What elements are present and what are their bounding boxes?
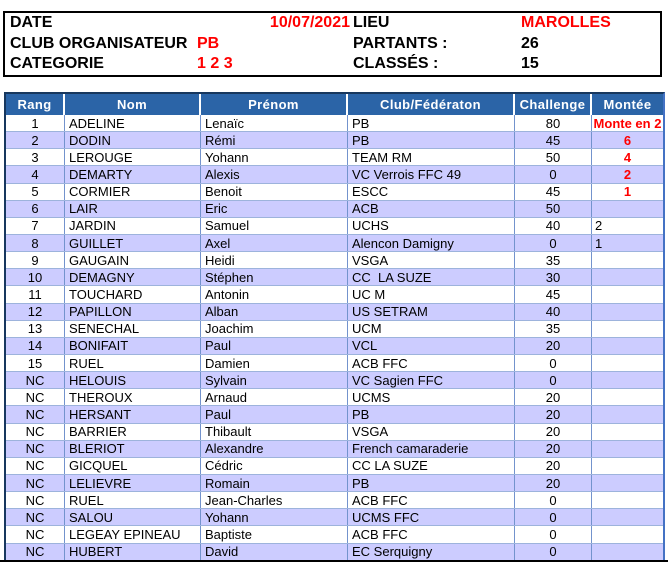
cell-challenge[interactable]: 45	[515, 286, 592, 302]
cell-montee[interactable]: 2	[623, 166, 632, 182]
cell-challenge[interactable]: 20	[515, 475, 592, 491]
table-row	[6, 475, 663, 492]
cell-club[interactable]: ACB	[348, 201, 515, 217]
cell-nom[interactable]: SALOU	[65, 509, 201, 525]
date-value[interactable]: 10/07/2021	[269, 14, 350, 32]
cell-challenge[interactable]: 0	[515, 526, 592, 542]
cell-nom[interactable]: RUEL	[65, 355, 201, 371]
cell-club[interactable]: VCL	[348, 338, 515, 354]
cell-challenge[interactable]: 0	[515, 544, 592, 560]
table-row	[6, 509, 663, 526]
table-header-row	[6, 94, 663, 115]
table-row	[6, 526, 663, 543]
club-organisateur-value[interactable]: PB	[197, 34, 220, 52]
cell-prenom[interactable]: Yohann	[201, 149, 348, 165]
cell-club[interactable]: ACB FFC	[348, 355, 515, 371]
cell-montee[interactable]: Monte en 2	[593, 115, 662, 131]
cell-montee[interactable]	[592, 304, 663, 320]
cell-rang[interactable]: 14	[6, 338, 65, 354]
table-row	[6, 201, 663, 218]
cell-nom[interactable]: LAIR	[65, 201, 201, 217]
cell-nom[interactable]: SENECHAL	[65, 321, 201, 337]
table-row	[6, 338, 663, 355]
cell-rang[interactable]: NC	[6, 475, 65, 491]
cell-prenom[interactable]: Alban	[201, 304, 348, 320]
cell-rang[interactable]: NC	[6, 509, 65, 525]
header-club-federation[interactable]: Club/Fédératon	[348, 94, 515, 115]
cell-prenom[interactable]: Rémi	[201, 132, 348, 148]
header-montee[interactable]: Montée	[592, 94, 663, 115]
header-challenge[interactable]: Challenge	[515, 94, 592, 115]
cell-club[interactable]: PB	[348, 132, 515, 148]
results-table	[4, 92, 665, 561]
cell-challenge[interactable]: 50	[515, 201, 592, 217]
cell-prenom[interactable]: Yohann	[201, 509, 348, 525]
cell-challenge[interactable]: 20	[515, 441, 592, 457]
cell-challenge[interactable]: 20	[515, 458, 592, 474]
cell-montee[interactable]	[592, 355, 663, 371]
header-rang[interactable]: Rang	[6, 94, 65, 115]
cell-club[interactable]: Alencon Damigny	[348, 235, 515, 251]
classes-label[interactable]: CLASSÉS :	[353, 55, 439, 73]
cell-nom[interactable]: DEMARTY	[65, 166, 201, 182]
cell-rang[interactable]: 3	[6, 149, 65, 165]
cell-nom[interactable]: LELIEVRE	[65, 475, 201, 491]
cell-club[interactable]: UCM	[348, 321, 515, 337]
cell-prenom[interactable]: Thibault	[201, 424, 348, 440]
lieu-label[interactable]: LIEU	[353, 14, 390, 32]
cell-prenom[interactable]: Lenaïc	[201, 115, 348, 131]
date-label[interactable]: DATE	[10, 14, 53, 32]
cell-challenge[interactable]: 45	[515, 184, 592, 200]
cell-prenom[interactable]: Cédric	[201, 458, 348, 474]
classes-value[interactable]: 15	[521, 55, 539, 73]
cell-challenge[interactable]: 0	[515, 355, 592, 371]
cell-rang[interactable]: 13	[6, 321, 65, 337]
cell-prenom[interactable]: Sylvain	[201, 372, 348, 388]
cell-challenge[interactable]: 45	[515, 132, 592, 148]
cell-nom[interactable]: DODIN	[65, 132, 201, 148]
cell-challenge[interactable]: 0	[515, 235, 592, 251]
cell-montee[interactable]	[592, 424, 663, 440]
partants-value[interactable]: 26	[521, 34, 539, 52]
cell-challenge[interactable]: 0	[515, 509, 592, 525]
cell-rang[interactable]: NC	[6, 441, 65, 457]
cell-montee[interactable]	[592, 441, 663, 457]
categorie-value[interactable]: 1 2 3	[197, 55, 233, 73]
cell-club[interactable]: VSGA	[348, 424, 515, 440]
cell-nom[interactable]: TOUCHARD	[65, 286, 201, 302]
table-row	[6, 184, 663, 201]
table-row	[6, 286, 663, 303]
cell-nom[interactable]: BLERIOT	[65, 441, 201, 457]
cell-rang[interactable]: NC	[6, 372, 65, 388]
cell-club[interactable]: ACB FFC	[348, 526, 515, 542]
cell-challenge[interactable]: 30	[515, 269, 592, 285]
cell-nom[interactable]: ADELINE	[65, 115, 201, 131]
cell-challenge[interactable]: 0	[515, 492, 592, 508]
cell-club[interactable]: US SETRAM	[348, 304, 515, 320]
cell-nom[interactable]: RUEL	[65, 492, 201, 508]
cell-montee[interactable]	[592, 509, 663, 525]
cell-club[interactable]: VC Verrois FFC 49	[348, 166, 515, 182]
cell-prenom[interactable]: Joachim	[201, 321, 348, 337]
cell-club[interactable]: ACB FFC	[348, 492, 515, 508]
cell-club[interactable]: VSGA	[348, 252, 515, 268]
cell-montee[interactable]: 2	[595, 218, 603, 234]
page-break-line	[0, 560, 668, 562]
cell-montee[interactable]: 1	[595, 235, 603, 251]
cell-club[interactable]: UCHS	[348, 218, 515, 234]
cell-challenge[interactable]: 40	[515, 218, 592, 234]
table-row	[6, 218, 663, 235]
cell-nom[interactable]: GICQUEL	[65, 458, 201, 474]
cell-rang[interactable]: 8	[6, 235, 65, 251]
cell-challenge[interactable]: 35	[515, 321, 592, 337]
cell-rang[interactable]: 11	[6, 286, 65, 302]
table-row	[6, 355, 663, 372]
info-row-categorie	[5, 54, 660, 75]
table-row	[6, 492, 663, 509]
cell-montee[interactable]	[592, 338, 663, 354]
table-row	[6, 458, 663, 475]
table-row	[6, 389, 663, 406]
cell-club[interactable]: ESCC	[348, 184, 515, 200]
cell-challenge[interactable]: 20	[515, 424, 592, 440]
cell-club[interactable]: EC Serquigny	[348, 544, 515, 560]
cell-montee[interactable]	[592, 252, 663, 268]
cell-prenom[interactable]: Samuel	[201, 218, 348, 234]
table-row	[6, 406, 663, 423]
cell-rang[interactable]: NC	[6, 458, 65, 474]
lieu-value[interactable]: MAROLLES	[521, 14, 611, 32]
cell-club[interactable]: French camaraderie	[348, 441, 515, 457]
cell-rang[interactable]: NC	[6, 526, 65, 542]
cell-montee[interactable]: 4	[623, 149, 632, 165]
cell-prenom[interactable]: Stéphen	[201, 269, 348, 285]
cell-rang[interactable]: NC	[6, 544, 65, 560]
cell-montee[interactable]	[592, 372, 663, 388]
event-info-box	[3, 11, 662, 77]
cell-nom[interactable]: JARDIN	[65, 218, 201, 234]
cell-rang[interactable]: 7	[6, 218, 65, 234]
table-row	[6, 115, 663, 132]
cell-prenom[interactable]: Paul	[201, 338, 348, 354]
cell-prenom[interactable]: Benoit	[201, 184, 348, 200]
cell-nom[interactable]: HELOUIS	[65, 372, 201, 388]
cell-prenom[interactable]: Romain	[201, 475, 348, 491]
cell-rang[interactable]: 1	[6, 115, 65, 131]
cell-nom[interactable]: LEGEAY EPINEAU	[65, 526, 201, 542]
cell-rang[interactable]: NC	[6, 424, 65, 440]
table-row	[6, 304, 663, 321]
cell-club[interactable]: CC LA SUZE	[348, 269, 515, 285]
cell-rang[interactable]: 4	[6, 166, 65, 182]
cell-club[interactable]: CC LA SUZE	[348, 458, 515, 474]
cell-nom[interactable]: BARRIER	[65, 424, 201, 440]
cell-prenom[interactable]: Damien	[201, 355, 348, 371]
cell-rang[interactable]: 2	[6, 132, 65, 148]
cell-challenge[interactable]: 20	[515, 338, 592, 354]
cell-prenom[interactable]: Antonin	[201, 286, 348, 302]
cell-prenom[interactable]: Arnaud	[201, 389, 348, 405]
cell-prenom[interactable]: Eric	[201, 201, 348, 217]
cell-nom[interactable]: HUBERT	[65, 544, 201, 560]
table-body	[6, 115, 663, 561]
cell-montee[interactable]	[592, 406, 663, 422]
cell-montee[interactable]	[592, 458, 663, 474]
cell-montee[interactable]	[592, 269, 663, 285]
cell-prenom[interactable]: David	[201, 544, 348, 560]
table-row	[6, 424, 663, 441]
cell-rang[interactable]: 15	[6, 355, 65, 371]
cell-challenge[interactable]: 0	[515, 166, 592, 182]
cell-rang[interactable]: 9	[6, 252, 65, 268]
cell-club[interactable]: PB	[348, 406, 515, 422]
cell-montee[interactable]	[592, 492, 663, 508]
cell-prenom[interactable]: Jean-Charles	[201, 492, 348, 508]
cell-nom[interactable]: GUILLET	[65, 235, 201, 251]
cell-nom[interactable]: GAUGAIN	[65, 252, 201, 268]
cell-rang[interactable]: 6	[6, 201, 65, 217]
cell-nom[interactable]: THEROUX	[65, 389, 201, 405]
info-row-club	[5, 34, 660, 55]
table-row	[6, 132, 663, 149]
cell-challenge[interactable]: 0	[515, 372, 592, 388]
table-row	[6, 252, 663, 269]
cell-montee[interactable]	[592, 389, 663, 405]
cell-prenom[interactable]: Paul	[201, 406, 348, 422]
cell-montee[interactable]	[592, 321, 663, 337]
table-row	[6, 544, 663, 561]
table-row	[6, 235, 663, 252]
cell-montee[interactable]	[592, 286, 663, 302]
cell-nom[interactable]: HERSANT	[65, 406, 201, 422]
cell-rang[interactable]: 5	[6, 184, 65, 200]
cell-montee[interactable]	[592, 475, 663, 491]
cell-rang[interactable]: 10	[6, 269, 65, 285]
cell-rang[interactable]: NC	[6, 389, 65, 405]
cell-prenom[interactable]: Alexis	[201, 166, 348, 182]
cell-club[interactable]: UC M	[348, 286, 515, 302]
cell-nom[interactable]: DEMAGNY	[65, 269, 201, 285]
categorie-label[interactable]: CATEGORIE	[10, 55, 104, 73]
table-row	[6, 321, 663, 338]
cell-challenge[interactable]: 35	[515, 252, 592, 268]
club-organisateur-label[interactable]: CLUB ORGANISATEUR	[10, 34, 188, 52]
table-row	[6, 372, 663, 389]
cell-rang[interactable]: NC	[6, 406, 65, 422]
cell-club[interactable]: TEAM RM	[348, 149, 515, 165]
cell-club[interactable]: PB	[348, 115, 515, 131]
cell-nom[interactable]: PAPILLON	[65, 304, 201, 320]
cell-prenom[interactable]: Heidi	[201, 252, 348, 268]
cell-challenge[interactable]: 50	[515, 149, 592, 165]
cell-montee[interactable]	[592, 526, 663, 542]
cell-rang[interactable]: 12	[6, 304, 65, 320]
cell-club[interactable]: UCMS FFC	[348, 509, 515, 525]
cell-prenom[interactable]: Axel	[201, 235, 348, 251]
cell-montee[interactable]	[592, 544, 663, 560]
cell-challenge[interactable]: 80	[515, 115, 592, 131]
cell-prenom[interactable]: Alexandre	[201, 441, 348, 457]
info-row-date	[5, 13, 660, 34]
cell-nom[interactable]: LEROUGE	[65, 149, 201, 165]
table-row	[6, 269, 663, 286]
table-row	[6, 441, 663, 458]
header-prenom[interactable]: Prénom	[201, 94, 348, 115]
cell-montee[interactable]: 1	[623, 184, 632, 200]
table-row	[6, 149, 663, 166]
cell-club[interactable]: UCMS	[348, 389, 515, 405]
cell-club[interactable]: PB	[348, 475, 515, 491]
cell-club[interactable]: VC Sagien FFC	[348, 372, 515, 388]
table-row	[6, 166, 663, 183]
cell-montee[interactable]	[592, 201, 663, 217]
cell-montee[interactable]: 6	[623, 132, 632, 148]
partants-label[interactable]: PARTANTS :	[353, 34, 448, 52]
header-nom[interactable]: Nom	[65, 94, 201, 115]
cell-nom[interactable]: CORMIER	[65, 184, 201, 200]
cell-challenge[interactable]: 20	[515, 406, 592, 422]
cell-challenge[interactable]: 20	[515, 389, 592, 405]
cell-rang[interactable]: NC	[6, 492, 65, 508]
cell-challenge[interactable]: 40	[515, 304, 592, 320]
cell-nom[interactable]: BONIFAIT	[65, 338, 201, 354]
cell-prenom[interactable]: Baptiste	[201, 526, 348, 542]
